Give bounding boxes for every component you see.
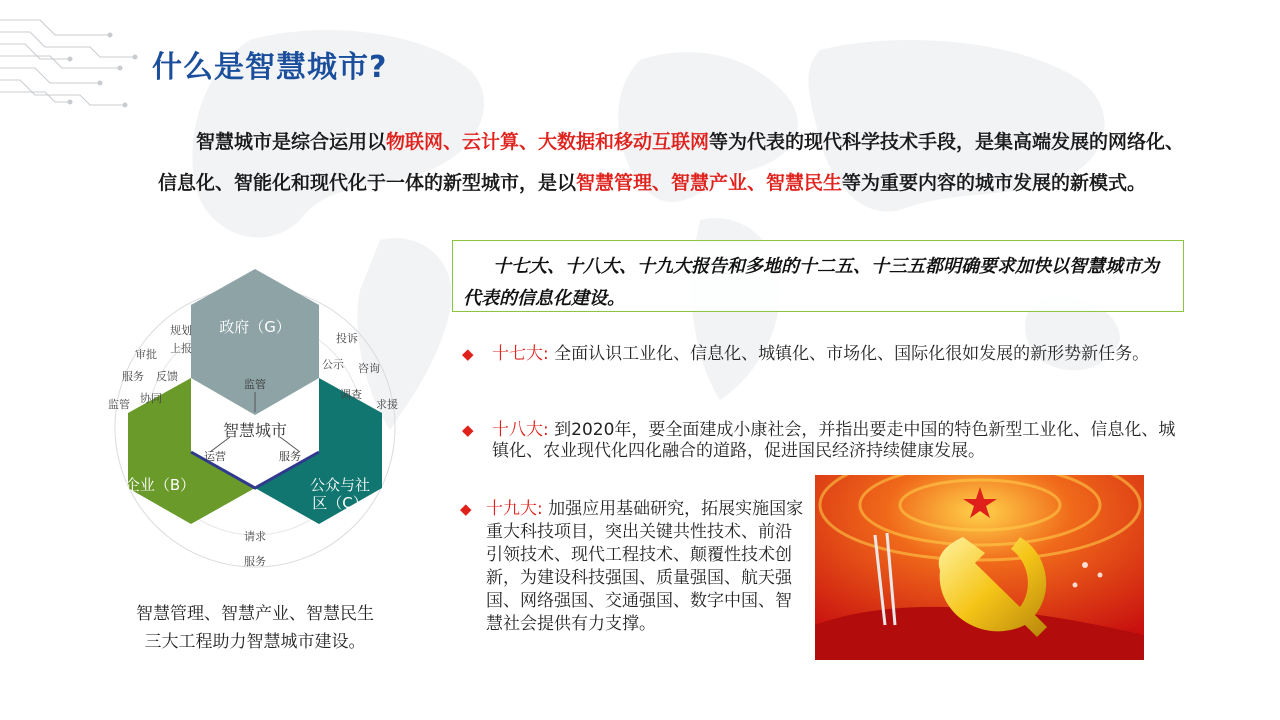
item-text: 全面认识工业化、信息化、城镇化、市场化、国际化很如发展的新形势新任务。	[548, 344, 1150, 364]
left-label-report: 上报	[170, 342, 192, 355]
service-label: 服务	[279, 450, 301, 463]
left-label-feedback: 反馈	[156, 370, 178, 383]
public-label-line1: 公众与社	[309, 476, 371, 494]
public-label-line2: 区（C）	[312, 494, 368, 512]
left-label-supervise: 监管	[108, 398, 130, 411]
left-label-service: 服务	[122, 370, 144, 383]
right-label-rescue: 求援	[376, 398, 398, 411]
diamond-bullet-icon: ◆	[460, 500, 472, 518]
list-item-18th-congress	[462, 420, 1182, 462]
business-label: 企业（B）	[124, 476, 196, 494]
intro-text-1: 智慧城市是综合运用以	[196, 131, 387, 153]
supervise-label: 监管	[244, 378, 266, 391]
bottom-label-service: 服务	[244, 555, 266, 568]
item-lead: 十七大:	[492, 344, 549, 364]
left-label-plan: 规划	[170, 324, 192, 337]
page-title: 什么是智慧城市?	[152, 50, 388, 85]
item-text: 到2020年，要全面建成小康社会，并指出要走中国的特色新型工业化、信息化、城镇化、农业现代化四化融合的道路，促进国民经济持续健康发展。	[492, 420, 1176, 461]
intro-text-2: 等为代表的现代科学技术手段，是集高端发展的网络化、信息化、智能化和现代化于一体的新型城市，是以	[158, 131, 1185, 194]
gov-label: 政府（G）	[219, 318, 291, 336]
circuit-decoration	[0, 0, 140, 130]
intro-highlight-areas: 智慧管理、智慧产业、智慧民生	[576, 172, 843, 194]
intro-highlight-tech: 物联网、云计算、大数据和移动互联网	[386, 131, 710, 153]
item-text: 加强应用基础研究，拓展实施国家重大科技项目，突出关键共性技术、前沿引领技术、现代工程技术、颠覆性技术创新，为建设科技强国、质量强国、航天强国、网络强国、交通强国、数字中国、智慧社会提供有力支撑。	[486, 499, 804, 634]
right-label-complaint: 投诉	[336, 332, 358, 345]
right-label-publicity: 公示	[322, 358, 344, 371]
party-emblem-image	[815, 475, 1144, 660]
right-label-consult: 咨询	[358, 362, 380, 375]
item-lead: 十八大:	[492, 420, 549, 440]
operate-label: 运营	[204, 450, 226, 463]
smart-city-hexagon-diagram	[100, 262, 410, 582]
bottom-label-request: 请求	[244, 530, 266, 543]
left-label-approve: 审批	[135, 348, 157, 361]
right-label-survey: 调查	[340, 388, 362, 401]
list-item-17th-congress	[462, 344, 1242, 365]
callout-box: 十七大、十八大、十九大报告和多地的十二五、十三五都明确要求加快以智慧城市为代表的信息化建设。	[452, 240, 1184, 312]
center-label: 智慧城市	[222, 421, 288, 440]
left-label-cooperate: 协同	[140, 392, 162, 405]
caption-line-1: 智慧管理、智慧产业、智慧民生	[136, 604, 374, 624]
intro-paragraph	[158, 122, 1198, 204]
intro-text-3: 等为重要内容的城市发展的新模式。	[842, 172, 1147, 194]
caption-line-2: 三大工程助力智慧城市建设。	[144, 632, 366, 652]
diamond-bullet-icon: ◆	[462, 421, 474, 439]
list-item-19th-congress	[460, 498, 805, 636]
diagram-caption	[110, 600, 400, 656]
item-lead: 十九大:	[486, 499, 543, 519]
diamond-bullet-icon: ◆	[462, 345, 474, 363]
